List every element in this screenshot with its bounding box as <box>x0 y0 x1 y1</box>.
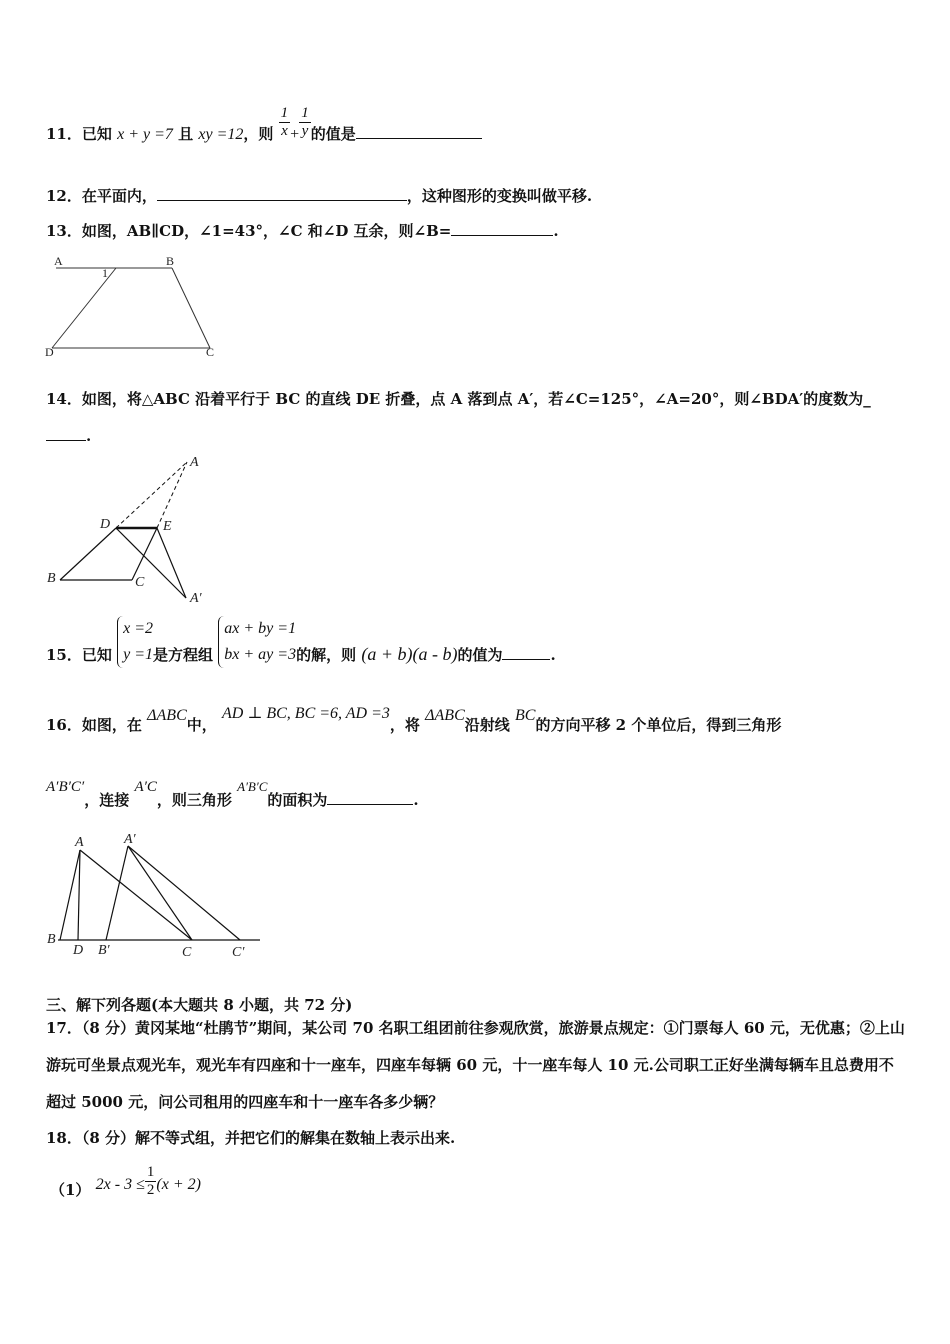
line-da-dashed <box>116 462 187 528</box>
q14-fold-figure <box>44 452 214 607</box>
line-a2c <box>128 846 192 940</box>
question-16-line-2 <box>46 779 419 811</box>
q13-end: . <box>553 222 559 240</box>
q12-number: 12． <box>46 187 82 205</box>
label-a: A <box>75 835 84 850</box>
q16-math-triangle-a2b2c: A′B′C <box>237 779 268 794</box>
q15-math-expression: (a + b)(a - b) <box>361 644 458 664</box>
q16-text-8: 的面积为 <box>267 791 328 809</box>
q18-sub1-frac-numerator: 1 <box>146 1163 155 1180</box>
q16-text-2: 中， <box>186 716 217 734</box>
q18-text: （8 分）解不等式组，并把它们的解集在数轴上表示出来. <box>81 1129 456 1147</box>
q18-sub1-math-right: (x + 2) <box>156 1176 201 1193</box>
q11-fraction-1y <box>299 105 311 140</box>
q16-text-4: 沿射线 <box>464 716 510 734</box>
q18-sub1-frac-denominator: 2 <box>146 1181 155 1198</box>
line-ce <box>132 528 157 580</box>
q16-text-6: ，连接 <box>84 791 130 809</box>
q14-end: . <box>86 427 92 445</box>
q11-text-2: 且 <box>178 125 194 143</box>
q16-text-5: 的方向平移 2 个单位后，得到三角形 <box>535 716 782 734</box>
q11-text-4: 的值是 <box>310 125 356 143</box>
q15-answer-blank[interactable] <box>502 645 550 660</box>
question-18-part-1 <box>50 1163 201 1201</box>
label-c: C <box>182 945 192 960</box>
line-bd <box>60 528 116 580</box>
q18-sub1-fraction <box>145 1164 157 1199</box>
label-a: A <box>190 455 199 470</box>
q14-tail: _ <box>863 390 871 408</box>
q15-text-4: 的值为 <box>457 646 503 664</box>
q13-text: 如图，AB∥CD，∠1=43°，∠C 和∠D 互余，则∠B= <box>81 222 452 240</box>
question-12 <box>46 186 592 206</box>
q15-sys2-line-1: ax + by =1 <box>224 620 297 637</box>
q16-text-3: ，将 <box>389 716 420 734</box>
q16-text-1: 如图，在 <box>81 716 142 734</box>
q12-text-2: ，这种图形的变换叫做平移. <box>406 187 593 205</box>
q18-sub1-math-left: 2x - 3 ≤ <box>95 1176 145 1193</box>
q11-math-sum: x + y =7 <box>117 126 173 143</box>
line-ac <box>80 850 192 940</box>
q11-fraction-1x <box>279 105 291 140</box>
q12-text-1: 在平面内， <box>81 187 157 205</box>
question-18 <box>46 1128 455 1148</box>
q16-text-7: ，则三角形 <box>156 791 232 809</box>
label-e: E <box>163 519 172 534</box>
q16-math-conditions: AD ⊥ BC, BC =6, AD =3 <box>221 705 390 722</box>
label-a: A <box>54 254 63 268</box>
q15-text-1: 已知 <box>81 646 112 664</box>
q15-text-2: 是方程组 <box>153 646 214 664</box>
q11-math-product: xy =12 <box>198 126 244 143</box>
question-14-line-2 <box>46 426 91 446</box>
line-a2b2 <box>106 846 128 940</box>
label-d: D <box>73 943 84 958</box>
label-b: B <box>47 932 56 947</box>
question-15 <box>46 620 556 668</box>
q11-plus: + <box>290 126 300 143</box>
q16-end: . <box>413 791 419 809</box>
label-b: B <box>166 254 175 268</box>
q11-frac2-numerator: 1 <box>301 104 309 121</box>
q15-sys2-line-2: bx + ay =3 <box>224 646 297 663</box>
q15-sys1-line-1: x =2 <box>123 620 154 637</box>
q15-number: 15． <box>46 646 82 664</box>
q15-text-3: 的解，则 <box>296 646 357 664</box>
q18-sub1-label: （1） <box>50 1181 91 1199</box>
q16-translation-figure <box>44 832 269 962</box>
q16-math-a2c: A′C <box>134 779 157 795</box>
q13-trapezoid-figure <box>44 252 224 362</box>
q11-frac2-denominator: y <box>301 122 309 139</box>
q16-answer-blank[interactable] <box>327 790 413 805</box>
line-da-prime <box>116 528 186 598</box>
q18-number: 18． <box>46 1129 82 1147</box>
q13-number: 13． <box>46 222 82 240</box>
label-c-prime: C′ <box>232 945 245 960</box>
q11-answer-blank[interactable] <box>356 124 482 139</box>
line-ab <box>60 850 80 940</box>
q16-math-bc: BC <box>515 707 536 724</box>
q11-text-3: ，则 <box>243 125 274 143</box>
section-3-title: 三、解下列各题(本大题共 8 小题，共 72 分) <box>46 996 353 1014</box>
label-a-prime: A′ <box>124 832 136 847</box>
q16-number: 16． <box>46 716 82 734</box>
label-angle-1: 1 <box>102 266 108 280</box>
q16-math-triangle-a2b2c2: A′B′C′ <box>46 779 85 795</box>
q14-number: 14． <box>46 390 82 408</box>
line-bc <box>172 268 210 348</box>
label-d: D <box>100 517 111 532</box>
q15-system-2 <box>218 616 296 668</box>
q14-text: 如图，将△ABC 沿着平行于 BC 的直线 DE 折叠，点 A 落到点 A′，若∠C=125°，∠A=20°，则∠BDA′的度数为 <box>81 390 864 408</box>
question-17: 17．（8 分）黄冈某地“杜鹃节”期间，某公司 70 名职工组团前往参观欣赏，旅游景点规定：①门票每人 60 元，无优惠；②上山游玩可坐景点观光车，观光车有四座和十一座车，四座车每辆 60 元，十一座车每人 10 元.公司职工正好坐满每辆车且总费用不超过 5000 元，问公司租用的四座车和十一座车各多少辆？ <box>46 1019 905 1111</box>
q15-sys1-line-2: y =1 <box>123 646 154 663</box>
q12-answer-blank[interactable] <box>157 186 407 201</box>
label-b-prime: B′ <box>98 943 110 958</box>
line-ea-dashed <box>157 462 187 528</box>
label-c: C <box>135 575 145 590</box>
line-ad <box>78 850 80 940</box>
q16-math-triangle-abc-2: ΔABC <box>425 707 465 724</box>
q11-text-1: 已知 <box>81 125 112 143</box>
question-11 <box>46 104 482 145</box>
label-b: B <box>47 571 56 586</box>
line-ea-prime <box>157 528 186 598</box>
q11-number: 11． <box>46 125 82 143</box>
line-a2c2 <box>128 846 240 940</box>
label-a-prime: A′ <box>190 591 202 606</box>
question-13 <box>46 221 559 241</box>
q16-math-triangle-abc: ΔABC <box>147 707 187 724</box>
question-16 <box>46 705 782 736</box>
label-c: C <box>206 345 215 359</box>
q15-system-1 <box>117 616 153 668</box>
line-d-top <box>52 268 116 348</box>
q15-end: . <box>550 646 556 664</box>
label-d: D <box>45 345 54 359</box>
q13-answer-blank[interactable] <box>451 221 553 236</box>
q11-frac1-denominator: x <box>281 122 288 139</box>
question-14 <box>46 389 871 409</box>
q14-answer-blank[interactable] <box>46 426 86 441</box>
q11-frac1-numerator: 1 <box>280 104 289 121</box>
